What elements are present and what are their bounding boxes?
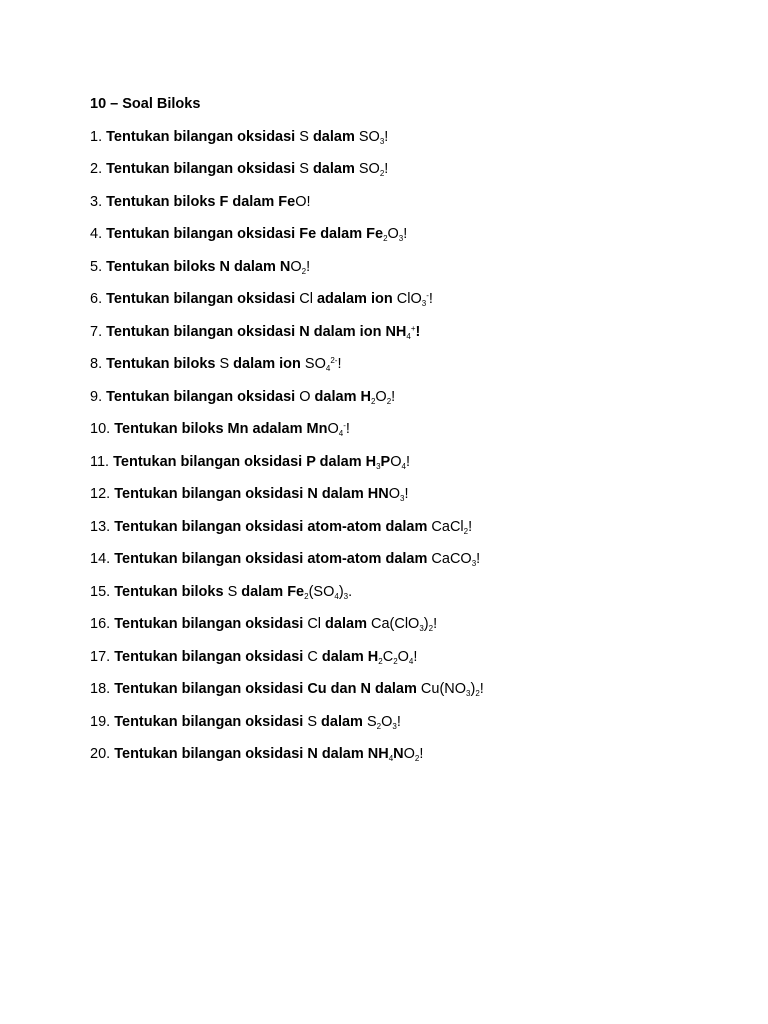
question-number: 10. bbox=[90, 421, 111, 437]
subscript: 3 bbox=[466, 689, 471, 698]
question-number: 16. bbox=[90, 616, 111, 632]
formula-text: ! bbox=[405, 453, 410, 470]
formula-text: O bbox=[397, 648, 409, 665]
question-number: 3. bbox=[90, 193, 103, 210]
formula-text: SO bbox=[304, 356, 326, 372]
subscript: 2 bbox=[379, 169, 385, 178]
formula-text: ! bbox=[468, 518, 473, 535]
formula-text: O! bbox=[295, 193, 311, 210]
question-number: 4. bbox=[90, 226, 103, 242]
subscript: 2 bbox=[393, 656, 398, 666]
question-item bbox=[90, 608, 484, 641]
question-text: ! bbox=[415, 323, 421, 340]
formula-text: ClO bbox=[396, 291, 422, 307]
question-text: dalam ion bbox=[229, 356, 305, 372]
formula-text: ! bbox=[384, 128, 389, 145]
formula-text: ) bbox=[423, 616, 429, 632]
question-number: 1. bbox=[90, 128, 103, 145]
question-number: 7. bbox=[90, 323, 103, 340]
document-title: 10 – Soal Biloks bbox=[90, 96, 201, 112]
question-text: dalam Fe bbox=[237, 583, 305, 600]
question-text: dalam bbox=[308, 128, 359, 145]
subscript: 3 bbox=[471, 559, 477, 568]
question-item bbox=[90, 446, 484, 479]
question-text: Tentukan bilangan oksidasi bbox=[114, 648, 308, 665]
subscript: 2 bbox=[378, 656, 383, 666]
question-text: Tentukan bilangan oksidasi Cu dan N dalam bbox=[114, 681, 421, 697]
formula-text: O bbox=[390, 453, 402, 470]
question-text: Tentukan bilangan oksidasi bbox=[106, 388, 300, 405]
question-item bbox=[90, 381, 484, 414]
question-number: 14. bbox=[90, 551, 111, 567]
subscript: 3 bbox=[398, 234, 404, 243]
formula-text: . bbox=[348, 583, 353, 600]
formula-text: ! bbox=[384, 161, 389, 177]
question-item bbox=[90, 121, 484, 154]
question-item bbox=[90, 251, 484, 284]
question-item bbox=[90, 283, 484, 316]
question-number: 5. bbox=[90, 258, 103, 275]
question-number: 6. bbox=[90, 291, 103, 307]
formula-text: S bbox=[219, 356, 230, 372]
question-text: adalam ion bbox=[312, 291, 397, 307]
question-number: 17. bbox=[90, 648, 111, 665]
formula-text: ! bbox=[476, 551, 481, 567]
subscript: 3 bbox=[343, 591, 349, 601]
formula-text: CaCO bbox=[431, 551, 472, 567]
question-number: 2. bbox=[90, 161, 103, 177]
subscript: 4 bbox=[408, 656, 414, 666]
subscript: 2 bbox=[383, 234, 388, 243]
question-text: Tentukan biloks F dalam Fe bbox=[106, 193, 296, 210]
question-item bbox=[90, 218, 484, 251]
question-text: Tentukan bilangan oksidasi bbox=[106, 161, 300, 177]
subscript: 2 bbox=[386, 396, 392, 406]
subscript: 4 bbox=[338, 429, 344, 438]
question-item bbox=[90, 348, 484, 381]
formula-text: O bbox=[388, 486, 400, 502]
formula-text: ! bbox=[419, 746, 424, 762]
formula-text: SO bbox=[358, 161, 380, 177]
question-number: 15. bbox=[90, 583, 111, 600]
question-text: Tentukan bilangan oksidasi bbox=[106, 291, 300, 307]
formula-text: Ca(ClO bbox=[371, 616, 420, 632]
subscript: 2 bbox=[428, 624, 434, 633]
formula-text: Cu(NO bbox=[420, 681, 467, 697]
formula-text: ! bbox=[403, 226, 408, 242]
formula-text: C bbox=[382, 648, 394, 665]
formula-text: Cl bbox=[307, 616, 322, 632]
formula-text: ! bbox=[404, 486, 409, 502]
question-text: Tentukan bilangan oksidasi N dalam ion NH bbox=[106, 323, 407, 340]
superscript: - bbox=[426, 291, 429, 300]
superscript: - bbox=[343, 421, 346, 430]
subscript: 2 bbox=[475, 689, 480, 698]
question-text: Tentukan bilangan oksidasi bbox=[114, 713, 308, 730]
question-text: Tentukan bilangan oksidasi N dalam NH bbox=[114, 746, 389, 762]
question-item bbox=[90, 576, 484, 609]
question-item bbox=[90, 153, 484, 186]
formula-text: ! bbox=[428, 291, 433, 307]
formula-text: ) bbox=[470, 681, 476, 697]
subscript: 2 bbox=[370, 396, 376, 406]
question-item bbox=[90, 186, 484, 219]
question-text: Tentukan bilangan oksidasi bbox=[114, 616, 308, 632]
formula-text: ! bbox=[413, 648, 418, 665]
formula-text: O bbox=[387, 226, 399, 242]
question-number: 18. bbox=[90, 681, 111, 697]
formula-text: ! bbox=[479, 681, 484, 697]
question-item bbox=[90, 641, 484, 674]
subscript: 3 bbox=[421, 299, 427, 308]
formula-text: ! bbox=[306, 258, 311, 275]
question-text: Tentukan bilangan oksidasi N dalam HN bbox=[114, 486, 389, 502]
question-text: Tentukan biloks bbox=[106, 356, 220, 372]
question-text: dalam bbox=[317, 713, 367, 730]
subscript: 3 bbox=[376, 461, 381, 471]
formula-text: O bbox=[299, 388, 311, 405]
question-item bbox=[90, 543, 484, 576]
subscript: 4 bbox=[406, 331, 411, 341]
question-text: P bbox=[380, 453, 391, 470]
subscript: 3 bbox=[379, 136, 385, 146]
formula-text: S bbox=[307, 713, 317, 730]
formula-text: S bbox=[299, 128, 309, 145]
subscript: 4 bbox=[388, 754, 394, 763]
question-item bbox=[90, 673, 484, 706]
subscript: 4 bbox=[334, 591, 339, 601]
question-item bbox=[90, 316, 484, 349]
formula-text: SO bbox=[358, 128, 380, 145]
question-text: Tentukan bilangan oksidasi Fe dalam Fe bbox=[106, 226, 384, 242]
subscript: 2 bbox=[463, 526, 469, 536]
question-number: 20. bbox=[90, 746, 111, 762]
superscript: 2- bbox=[330, 356, 338, 365]
subscript: 3 bbox=[399, 494, 405, 503]
formula-text: O bbox=[327, 421, 339, 437]
formula-text: O bbox=[290, 258, 302, 275]
formula-text: ! bbox=[337, 356, 342, 372]
formula-text: CaCl bbox=[431, 518, 464, 535]
question-text: N bbox=[393, 746, 404, 762]
formula-text: (SO bbox=[308, 583, 335, 600]
formula-text: ! bbox=[391, 388, 396, 405]
formula-text: C bbox=[307, 648, 318, 665]
question-number: 13. bbox=[90, 518, 111, 535]
question-text: dalam bbox=[321, 616, 371, 632]
formula-text: ! bbox=[345, 421, 350, 437]
formula-text: ) bbox=[338, 583, 344, 600]
question-text: Tentukan biloks Mn adalam Mn bbox=[114, 421, 328, 437]
question-item bbox=[90, 413, 484, 446]
question-number: 9. bbox=[90, 388, 103, 405]
question-text: Tentukan biloks N dalam N bbox=[106, 258, 291, 275]
formula-text: ! bbox=[396, 713, 401, 730]
question-text: Tentukan bilangan oksidasi atom-atom dalam bbox=[114, 518, 432, 535]
question-text: Tentukan bilangan oksidasi atom-atom dalam bbox=[114, 551, 432, 567]
question-text: Tentukan biloks bbox=[114, 583, 228, 600]
question-text: dalam H bbox=[310, 388, 371, 405]
question-item bbox=[90, 478, 484, 511]
subscript: 4 bbox=[325, 364, 331, 373]
formula-text: O bbox=[375, 388, 387, 405]
question-text: dalam bbox=[308, 161, 359, 177]
question-item bbox=[90, 706, 484, 739]
subscript: 4 bbox=[401, 461, 406, 471]
question-text: Tentukan bilangan oksidasi P dalam H bbox=[113, 453, 377, 470]
superscript: + bbox=[410, 323, 416, 333]
subscript: 3 bbox=[419, 624, 424, 633]
question-number: 11. bbox=[90, 453, 110, 470]
question-list bbox=[90, 88, 484, 771]
subscript: 2 bbox=[414, 754, 420, 763]
formula-text: S bbox=[227, 583, 238, 600]
question-number: 12. bbox=[90, 486, 111, 502]
formula-text: ! bbox=[433, 616, 438, 632]
question-text: dalam H bbox=[317, 648, 379, 665]
question-number: 8. bbox=[90, 356, 103, 372]
formula-text: S bbox=[299, 161, 309, 177]
question-number: 19. bbox=[90, 713, 111, 730]
formula-text: Cl bbox=[299, 291, 313, 307]
question-item bbox=[90, 511, 484, 544]
question-text: Tentukan bilangan oksidasi bbox=[106, 128, 300, 145]
subscript: 2 bbox=[304, 591, 309, 601]
formula-text: O bbox=[381, 713, 393, 730]
question-item bbox=[90, 738, 484, 771]
subscript: 3 bbox=[392, 721, 397, 731]
subscript: 2 bbox=[376, 721, 382, 731]
subscript: 2 bbox=[301, 266, 307, 276]
formula-text: O bbox=[403, 746, 415, 762]
formula-text: S bbox=[366, 713, 377, 730]
